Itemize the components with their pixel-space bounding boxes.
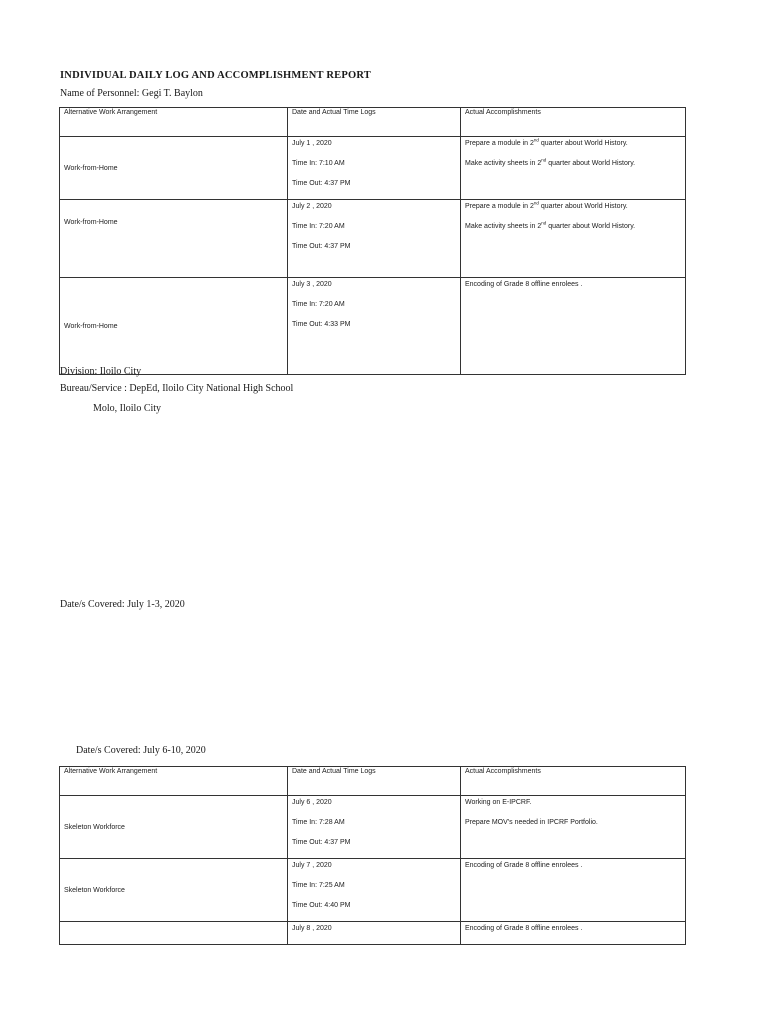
personnel-name: Name of Personnel: Gegi T. Baylon <box>60 88 203 99</box>
time-in: Time In: 7:28 AM <box>292 819 345 826</box>
log-date: July 1 , 2020 <box>292 140 332 147</box>
time-in: Time In: 7:20 AM <box>292 223 345 230</box>
header-accomplishments: Actual Accomplishments <box>461 108 686 137</box>
table-header-row <box>60 108 686 137</box>
accomplishment-cell <box>461 278 686 375</box>
time-in: Time In: 7:25 AM <box>292 882 345 889</box>
log-table-1 <box>59 107 686 375</box>
time-out: Time Out: 4:37 PM <box>292 243 351 250</box>
division: Division: Iloilo City <box>60 366 142 377</box>
table-row <box>60 796 686 859</box>
time-out: Time Out: 4:40 PM <box>292 902 351 909</box>
header-date-logs: Date and Actual Time Logs <box>288 108 461 137</box>
log-date: July 2 , 2020 <box>292 203 332 210</box>
accomplishment-item: Make activity sheets in 2nd quarter about World History. <box>465 157 636 167</box>
table-row <box>60 859 686 922</box>
arrangement-cell <box>60 922 288 945</box>
table-row <box>60 200 686 278</box>
time-log-cell <box>288 922 461 945</box>
log-date: July 3 , 2020 <box>292 281 332 288</box>
accomplishment-cell <box>461 859 686 922</box>
log-date: July 8 , 2020 <box>292 925 332 932</box>
log-date: July 7 , 2020 <box>292 862 332 869</box>
time-out: Time Out: 4:37 PM <box>292 180 351 187</box>
header-date-logs: Date and Actual Time Logs <box>288 767 461 796</box>
accomplishment-cell <box>461 137 686 200</box>
accomplishment-item: Prepare MOV's needed in IPCRF Portfolio. <box>465 819 598 826</box>
header-accomplishments: Actual Accomplishments <box>461 767 686 796</box>
time-out: Time Out: 4:33 PM <box>292 321 351 328</box>
dates-covered-1: Date/s Covered: July 1-3, 2020 <box>60 599 185 610</box>
time-log-cell <box>288 278 461 375</box>
bureau-service: Bureau/Service : DepEd, Iloilo City National High School <box>60 383 294 394</box>
time-log-cell <box>288 200 461 278</box>
arrangement-cell: Work-from-Home <box>60 200 288 278</box>
header-arrangement: Alternative Work Arrangement <box>60 108 288 137</box>
table-row <box>60 278 686 375</box>
time-log-cell <box>288 137 461 200</box>
accomplishment-cell <box>461 796 686 859</box>
accomplishment-item: Working on E-IPCRF. <box>465 799 532 806</box>
accomplishment-item: Encoding of Grade 8 offline enrolees . <box>465 281 583 288</box>
time-in: Time In: 7:20 AM <box>292 301 345 308</box>
log-table-2 <box>59 766 686 945</box>
accomplishment-cell <box>461 200 686 278</box>
time-out: Time Out: 4:37 PM <box>292 839 351 846</box>
time-log-cell <box>288 859 461 922</box>
time-log-cell <box>288 796 461 859</box>
table-header-row <box>60 767 686 796</box>
arrangement-cell: Work-from-Home <box>60 137 288 200</box>
header-arrangement: Alternative Work Arrangement <box>60 767 288 796</box>
table-row <box>60 137 686 200</box>
time-in: Time In: 7:10 AM <box>292 160 345 167</box>
school-address: Molo, Iloilo City <box>93 403 162 414</box>
report-title: INDIVIDUAL DAILY LOG AND ACCOMPLISHMENT REPORT <box>60 70 371 81</box>
accomplishment-item: Prepare a module in 2nd quarter about World History. <box>465 200 628 210</box>
arrangement-cell: Work-from-Home <box>60 278 288 375</box>
arrangement-cell: Skeleton Workforce <box>60 796 288 859</box>
arrangement-cell: Skeleton Workforce <box>60 859 288 922</box>
accomplishment-item: Prepare a module in 2nd quarter about World History. <box>465 137 628 147</box>
table-row <box>60 922 686 945</box>
accomplishment-item: Make activity sheets in 2nd quarter about World History. <box>465 220 636 230</box>
accomplishment-cell <box>461 922 686 945</box>
accomplishment-item: Encoding of Grade 8 offline enrolees . <box>465 862 583 869</box>
accomplishment-item: Encoding of Grade 8 offline enrolees . <box>465 925 583 932</box>
dates-covered-2: Date/s Covered: July 6-10, 2020 <box>76 745 206 756</box>
log-date: July 6 , 2020 <box>292 799 332 806</box>
